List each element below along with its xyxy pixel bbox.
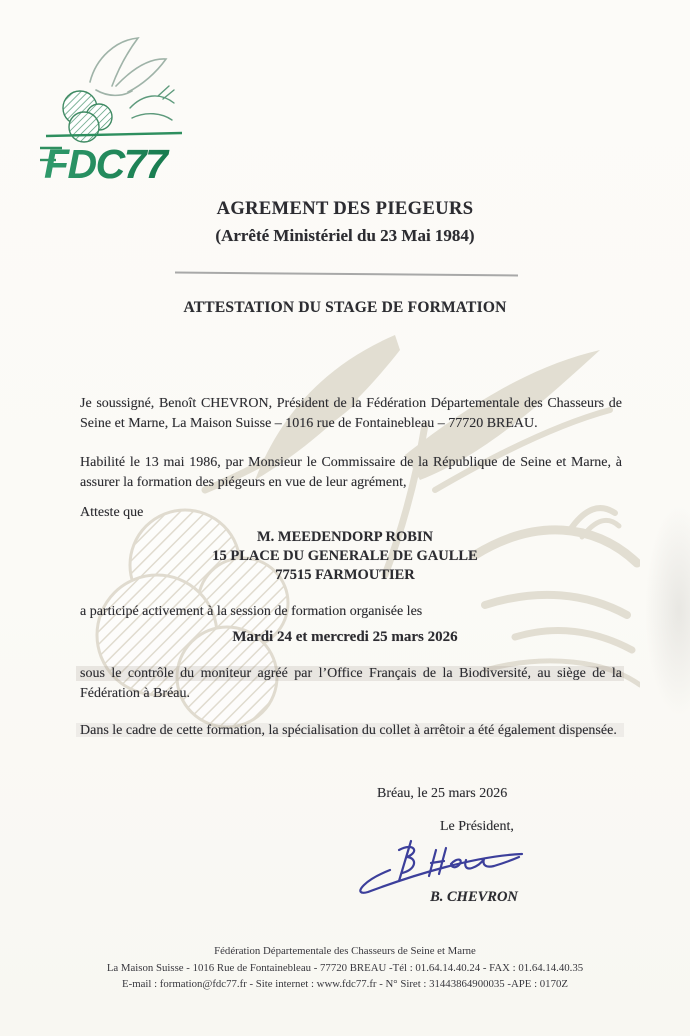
signatory-name: B. CHEVRON <box>430 889 518 905</box>
fdc77-logo <box>38 28 190 186</box>
recipient-block <box>0 528 690 585</box>
paragraph-habilitation: Habilité le 13 mai 1986, par Monsieur le Commissaire de la République de Seine et Marne, à assurer la formation des piégeurs en vue de leur agrément, <box>80 455 622 490</box>
footer-block <box>0 943 690 993</box>
place-and-date: Bréau, le 25 mars 2026 <box>377 786 508 801</box>
document-title: AGREMENT DES PIEGEURS <box>216 199 474 219</box>
recipient-address-line2: 77515 FARMOUTIER <box>275 567 415 583</box>
horizontal-divider <box>175 272 518 277</box>
signatory-title: Le Président, <box>440 819 514 834</box>
section-title: ATTESTATION DU STAGE DE FORMATION <box>183 299 507 316</box>
recipient-name: M. MEEDENDORP ROBIN <box>256 529 434 545</box>
footer-email-siret: E-mail : formation@fdc77.fr - Site internet : www.fdc77.fr - N° Siret : 31443864900035 -APE : 0170Z <box>122 978 568 990</box>
footer-address-phone: La Maison Suisse - 1016 Rue de Fontainebleau - 77720 BREAU -Tél : 01.64.14.40.24 - FAX : 01.64.14.40.35 <box>106 961 584 974</box>
footer-organisation: Fédération Départementale des Chasseurs de Seine et Marne <box>214 945 476 957</box>
participation-line: a participé activement à la session de formation organisée les <box>80 604 423 619</box>
dove-icon <box>90 38 166 95</box>
session-dates: Mardi 24 et mercredi 25 mars 2026 <box>232 629 458 645</box>
logo-wordmark: FDC77 <box>44 141 167 186</box>
scan-edge-shadow <box>634 470 690 750</box>
paragraph-supervision: sous le contrôle du moniteur agréé par l’Office Français de la Biodiversité, au siège de la Fédération à Bréau. <box>80 666 622 701</box>
recipient-address-line1: 15 PLACE DU GENERALE DE GAULLE <box>212 548 478 564</box>
document-subtitle: (Arrêté Ministériel du 23 Mai 1984) <box>215 226 475 245</box>
paragraph-signatory: Je soussigné, Benoît CHEVRON, Président de la Fédération Départementale des Chasseurs de Seine et Marne, La Maison Suisse – 1016 rue de Fontainebleau – 77720 BREAU. <box>80 396 622 431</box>
hare-icon <box>130 86 174 120</box>
paragraph-specialisation: Dans le cadre de cette formation, la spécialisation du collet à arrêtoir a été également dispensée. <box>80 723 617 738</box>
atteste-que-line: Atteste que <box>80 505 144 520</box>
